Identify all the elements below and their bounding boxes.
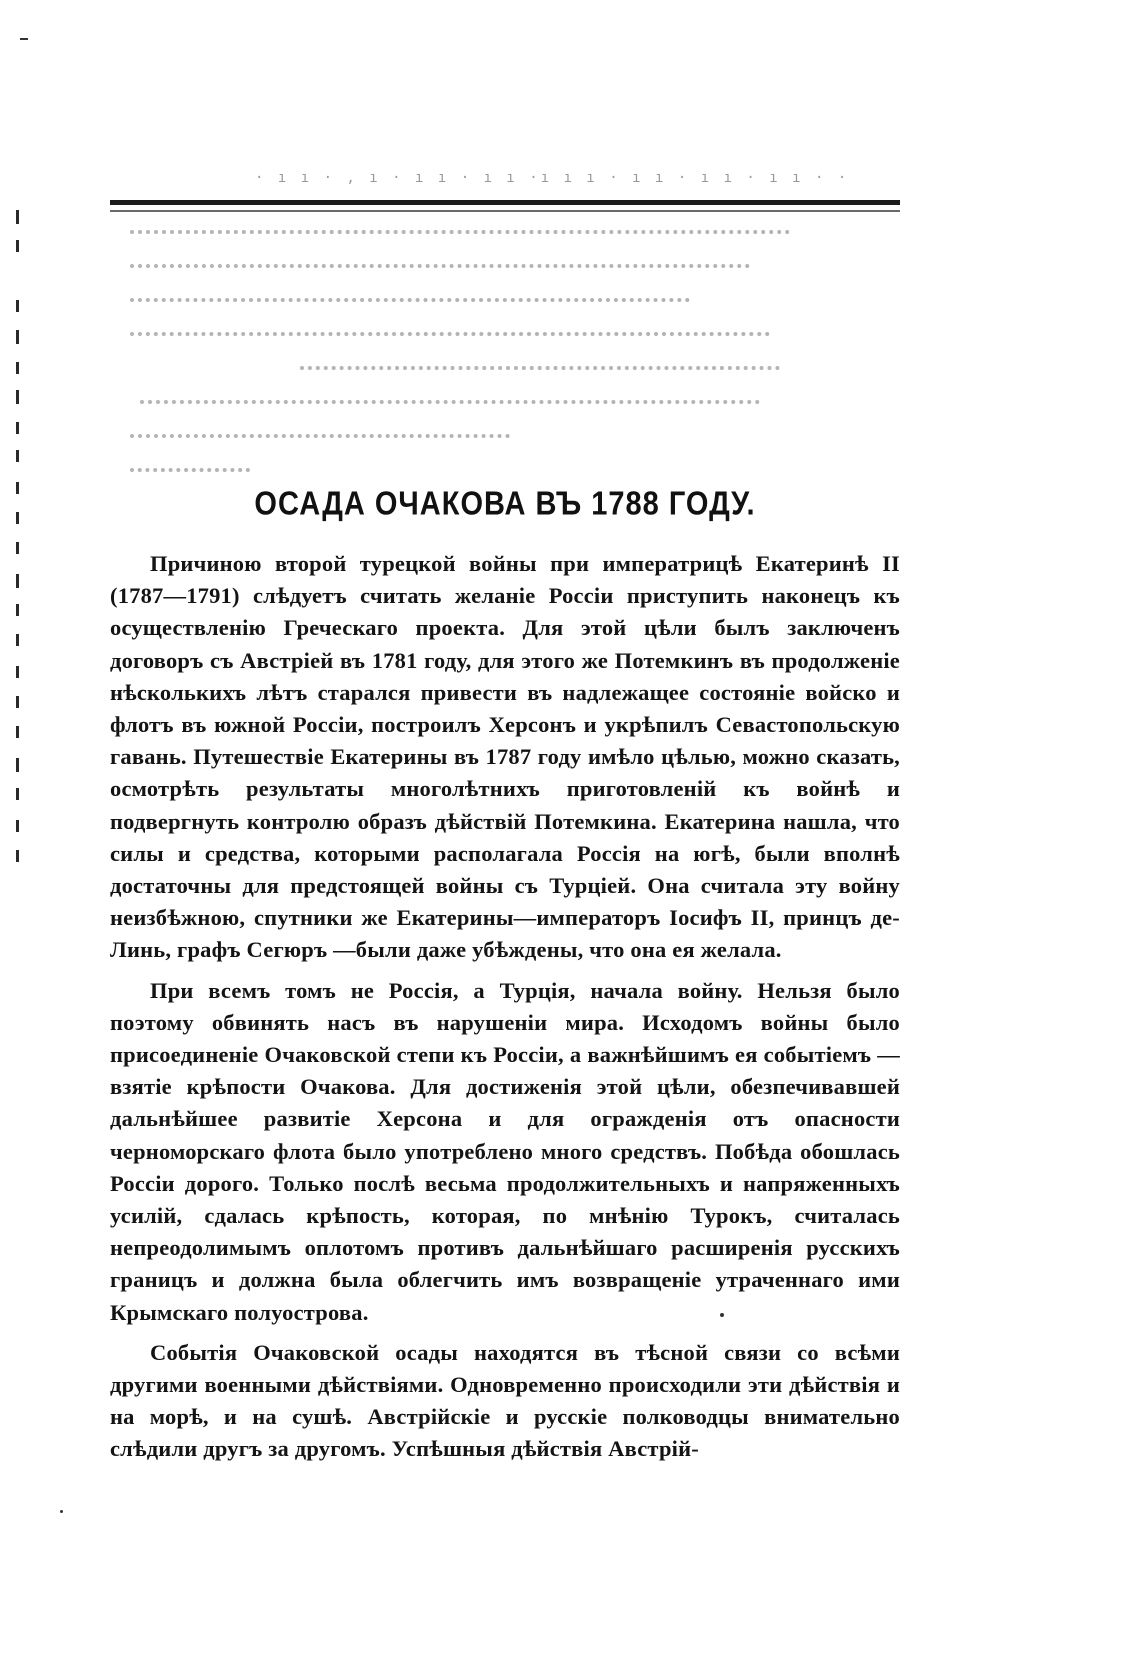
binding-margin-marks [12, 210, 26, 890]
paragraph: Событія Очаковской осады находятся въ тѣсной связи со всѣми другими военными дѣйствіями. Одновременно происходили эти дѣйствія и на морѣ, и на сушѣ. Австрійскіе и русскіе полководцы внимательно слѣдили другъ за другомъ. Успѣшныя дѣйствія Австрій- [110, 1339, 900, 1462]
body-text [110, 548, 900, 1474]
bleed-through-text [130, 222, 870, 522]
scan-artifact [60, 1510, 63, 1513]
scan-artifact [720, 1313, 724, 1317]
bleed-through-header: · ı ı · , ı · ı ı · ı ı ·ı ı ı · ı ı · ı ı · ı ı · · [255, 170, 850, 186]
paragraph: При всемъ томъ не Россія, а Турція, начала войну. Нельзя было поэтому обвинять насъ въ нарушеніи мира. Исходомъ войны было присоединеніе Очаковской степи къ Россіи, а важнѣйшимъ ея событіемъ — взятіе крѣпости Очакова. Для достиженія этой цѣли, обезпечивавшей дальнѣйшее развитіе Херсона и для огражденія отъ опасности черноморскаго флота было употреблено много средствъ. Побѣда обошлась Россіи дорого. Только послѣ весьма продолжительныхъ и напряженныхъ усилій, сдалась крѣпость, которая, по мнѣнію Турокъ, считалась непреодолимымъ оплотомъ противъ дальнѣйшаго расширенія русскихъ границъ и должна была облегчить имъ возвращеніе утраченнаго ими Крымскаго полуострова. [110, 977, 900, 1325]
scan-artifact [20, 38, 28, 40]
chapter-title: ОСАДА ОЧАКОВА ВЪ 1788 ГОДУ. [254, 485, 756, 523]
header-rule [110, 200, 900, 205]
paragraph: Причиною второй турецкой войны при императрицѣ Екатеринѣ II (1787—1791) слѣдуетъ считать желаніе Россіи приступить наконецъ къ осуществленію Греческаго проекта. Для этой цѣли былъ заключенъ договоръ съ Австріей въ 1781 году, для этого же Потемкинъ въ продолженіе нѣсколькихъ лѣтъ старался привести въ надлежащее состояніе войско и флотъ въ южной Россіи, построилъ Херсонъ и укрѣпилъ Севастопольскую гавань. Путешествіе Екатерины въ 1787 году имѣло цѣлью, можно сказать, осмотрѣть результаты многолѣтнихъ приготовленій къ войнѣ и подвергнуть контролю образъ дѣйствій Потемкина. Екатерина нашла, что силы и средства, которыми располагала Россія на югѣ, были вполнѣ достаточны для предстоящей войны съ Турціей. Она считала эту войну неизбѣжною, спутники же Екатерины—императоръ Іосифъ II, принцъ де-Линь, графъ Сегюръ —были даже убѣждены, что она ея желала. [110, 551, 900, 963]
header-rule-thin [110, 210, 900, 212]
